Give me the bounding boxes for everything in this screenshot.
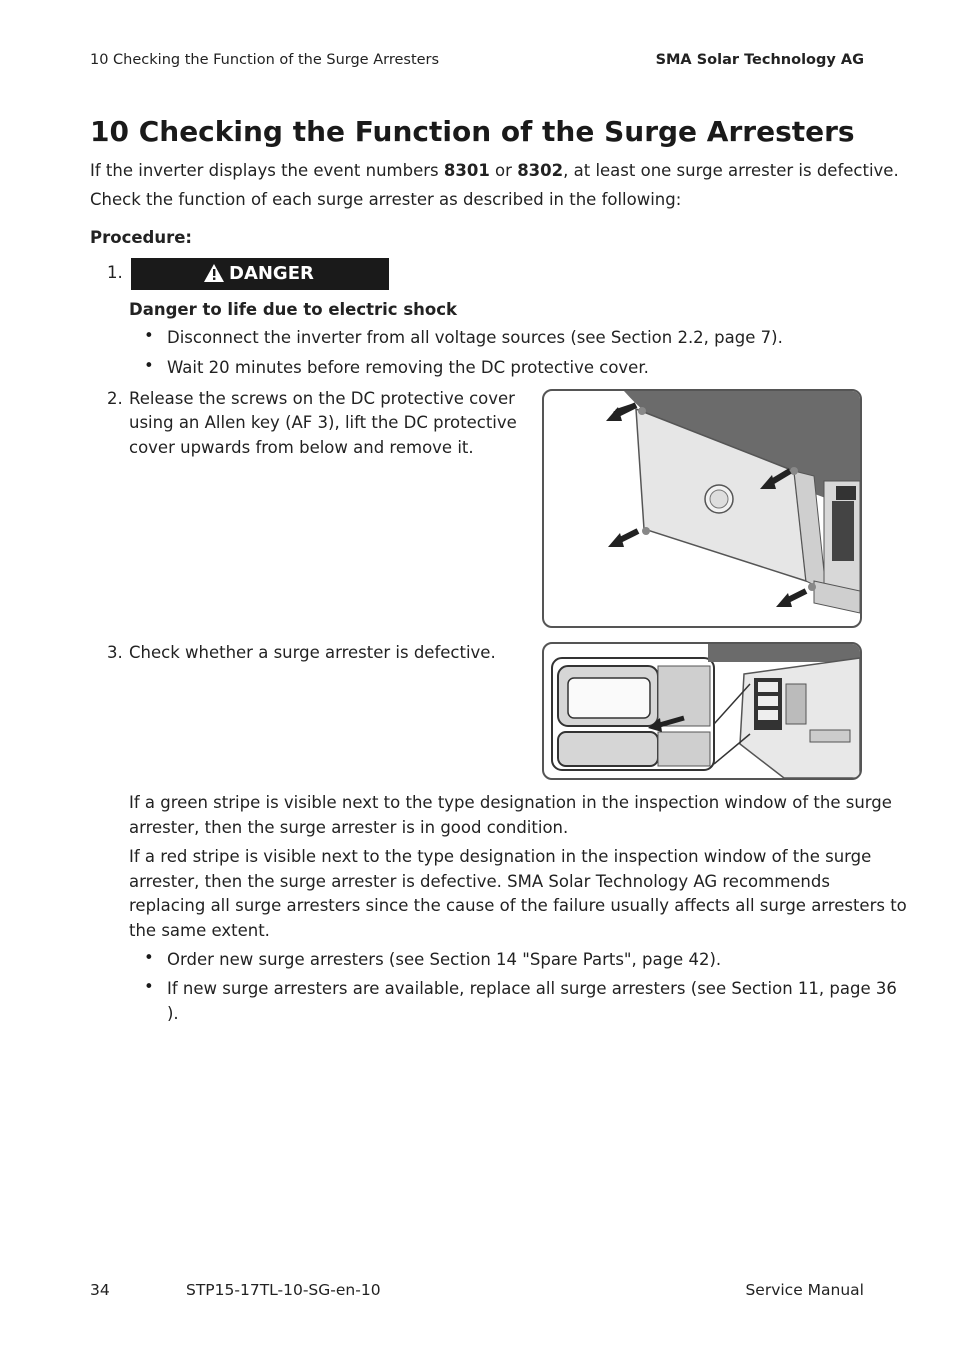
intro-text: If the inverter displays the event numbers [90, 161, 444, 180]
step-text-line: Release the screws on the DC protective cover [129, 389, 515, 408]
step-number: 2. [107, 389, 123, 408]
running-header-section: 10 Checking the Function of the Surge Arresters [90, 52, 440, 68]
danger-title: Danger to life due to electric shock [129, 300, 457, 319]
bullet-marker: • [144, 977, 154, 996]
paragraph-line: If a red stripe is visible next to the type designation in the inspection window of the surge [129, 847, 872, 866]
danger-label-box [131, 258, 389, 290]
bullet-marker: • [144, 356, 154, 375]
warning-triangle-icon [203, 263, 225, 283]
list-item: Wait 20 minutes before removing the DC protective cover. [167, 358, 649, 377]
intro-line-2: Check the function of each surge arrester as described in the following: [90, 190, 682, 209]
paragraph-line: replacing all surge arresters since the cause of the failure usually affects all surge arresters to [129, 896, 907, 915]
intro-text: or [489, 161, 518, 180]
dc-cover-illustration [542, 389, 862, 628]
intro-line-1 [90, 159, 899, 184]
bullet-marker: • [144, 326, 154, 345]
list-item: Disconnect the inverter from all voltage sources (see Section 2.2, page 7). [167, 328, 783, 347]
step-text-line: cover upwards from below and remove it. [129, 438, 474, 457]
page-title: 10 Checking the Function of the Surge Arresters [90, 115, 855, 148]
list-item-continuation: ). [167, 1004, 179, 1023]
paragraph-line: arrester, then the surge arrester is in good condition. [129, 818, 569, 837]
document-type: Service Manual [745, 1281, 864, 1299]
danger-label: DANGER [229, 263, 314, 284]
surge-arrester-illustration [542, 642, 862, 780]
event-code-8302: 8302 [517, 161, 564, 180]
step-number: 3. [107, 643, 123, 662]
intro-text: , at least one surge arrester is defective. [563, 161, 899, 180]
page-number: 34 [90, 1281, 110, 1299]
document-id: STP15-17TL-10-SG-en-10 [186, 1281, 381, 1299]
step-text-line: using an Allen key (AF 3), lift the DC protective [129, 413, 517, 432]
bullet-marker: • [144, 948, 154, 967]
step-number: 1. [107, 263, 123, 282]
running-header-company: SMA Solar Technology AG [655, 52, 864, 68]
list-item: Order new surge arresters (see Section 14 "Spare Parts", page 42). [167, 950, 722, 969]
surge-arrester-drawing [544, 644, 860, 778]
list-item: If new surge arresters are available, replace all surge arresters (see Section 11, page 36 [167, 979, 897, 998]
arrow-icon [606, 403, 636, 421]
dc-cover-drawing [544, 391, 860, 626]
paragraph-line: the same extent. [129, 921, 270, 940]
step-text-line: Check whether a surge arrester is defective. [129, 643, 496, 662]
procedure-label: Procedure: [90, 228, 193, 247]
paragraph-line: arrester, then the surge arrester is defective. SMA Solar Technology AG recommends [129, 872, 830, 891]
paragraph-line: If a green stripe is visible next to the type designation in the inspection window of the surge [129, 793, 892, 812]
event-code-8301: 8301 [443, 161, 490, 180]
